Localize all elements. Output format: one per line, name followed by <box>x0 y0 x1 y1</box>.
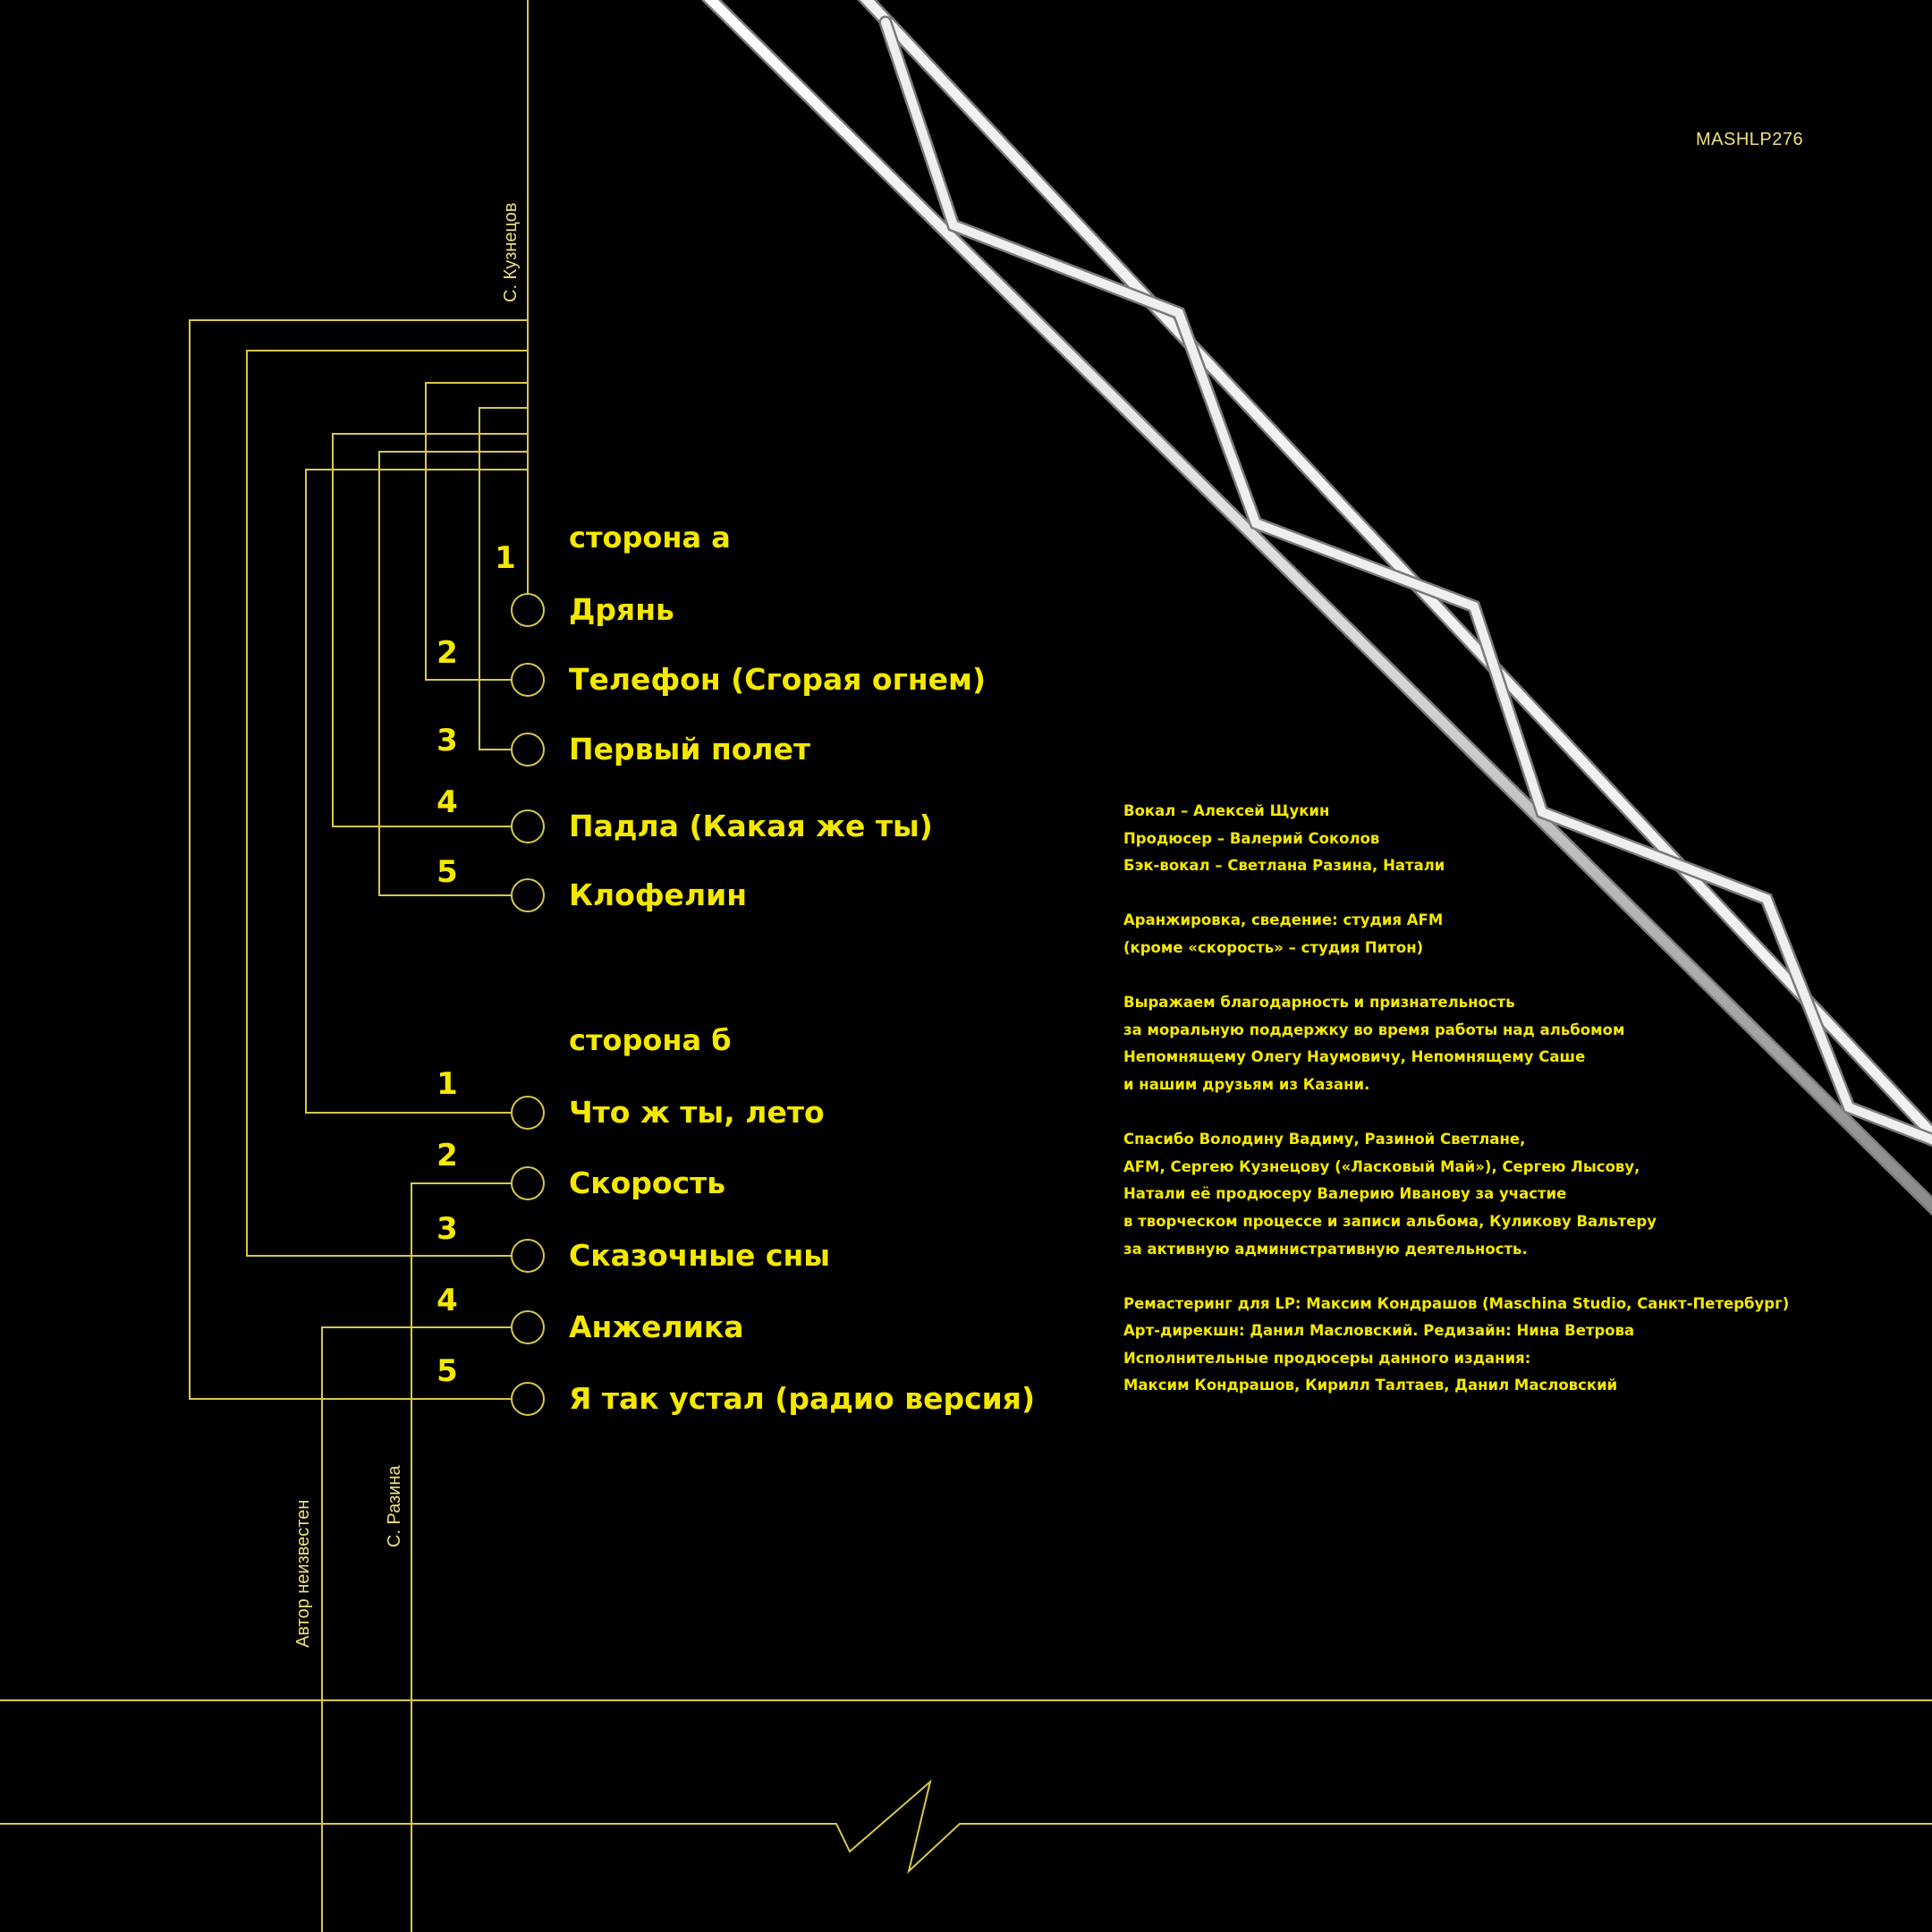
track-number-b2: 2 <box>436 1138 458 1174</box>
credit-line: Исполнительные продюсеры данного издания: <box>1123 1349 1531 1367</box>
track-title-a5: Клофелин <box>569 877 748 912</box>
track-number-a5: 5 <box>436 854 458 890</box>
credit-line: за моральную поддержку во время работы над альбомом <box>1123 1021 1625 1038</box>
track-title-a4: Падла (Какая же ты) <box>569 809 933 843</box>
track-circle-b2 <box>512 1167 544 1199</box>
track-number-a1: 1 <box>495 540 516 576</box>
credit-line: Непомнящему Олегу Наумовичу, Непомнящему Саше <box>1123 1048 1586 1066</box>
credit-line: AFM, Сергею Кузнецову («Ласковый Май»), Сергею Лысову, <box>1123 1157 1640 1175</box>
track-circle-b5 <box>512 1383 544 1415</box>
track-number-b3: 3 <box>436 1211 458 1247</box>
track-title-b1: Что ж ты, лето <box>569 1095 825 1130</box>
credit-line: Бэк-вокал – Светлана Разина, Натали <box>1123 857 1445 875</box>
track-circle-a5 <box>512 879 544 911</box>
track-number-a3: 3 <box>436 723 458 758</box>
track-number-b1: 1 <box>436 1066 458 1102</box>
side-a-title: сторона а <box>569 521 731 555</box>
credit-line: Вокал – Алексей Щукин <box>1123 802 1330 819</box>
credit-line: за активную административную деятельность. <box>1123 1240 1528 1258</box>
track-title-b4: Анжелика <box>569 1309 744 1344</box>
author-razina: С. Разина <box>385 1465 404 1547</box>
track-title-b2: Скорость <box>569 1165 726 1200</box>
credit-line: в творческом процессе и записи альбома, Куликову Вальтеру <box>1123 1212 1657 1230</box>
credit-line: Аранжировка, сведение: студия AFM <box>1123 911 1444 929</box>
credit-line: Натали её продюсеру Валерию Иванову за участие <box>1123 1185 1567 1203</box>
track-circles <box>512 594 544 1415</box>
track-circle-a2 <box>512 664 544 696</box>
track-title-b5: Я так устал (радио версия) <box>569 1381 1036 1416</box>
credit-line: Выражаем благодарность и признательность <box>1123 994 1515 1012</box>
track-circle-b4 <box>512 1311 544 1343</box>
track-title-a2: Телефон (Сгорая огнем) <box>569 662 987 697</box>
track-number-a4: 4 <box>436 784 458 820</box>
track-circle-a1 <box>512 594 544 626</box>
credits-block <box>1123 798 1857 1400</box>
track-circle-b1 <box>512 1097 544 1129</box>
track-title-a1: Дрянь <box>569 592 674 627</box>
track-title-b3: Сказочные сны <box>569 1238 831 1273</box>
track-number-a2: 2 <box>436 635 458 671</box>
credit-line: Ремастеринг для LP: Максим Кондрашов (Maschina Studio, Санкт-Петербург) <box>1123 1294 1790 1312</box>
author-unknown: Автор неизвестен <box>293 1499 313 1648</box>
track-circle-a3 <box>512 733 544 766</box>
credit-line: Продюсер – Валерий Соколов <box>1123 829 1380 847</box>
track-title-a3: Первый полет <box>569 732 811 767</box>
catalog-number: MASHLP276 <box>1696 130 1804 149</box>
side-b-title: сторона б <box>569 1023 732 1057</box>
track-circle-a4 <box>512 810 544 843</box>
track-number-b4: 4 <box>436 1283 458 1318</box>
track-circle-b3 <box>512 1240 544 1272</box>
author-kuznetsov: С. Кузнецов <box>501 202 521 302</box>
credit-line: (кроме «скорость» – студия Питон) <box>1123 938 1424 956</box>
credit-line: Арт-дирекшн: Данил Масловский. Редизайн: Нина Ветрова <box>1123 1322 1635 1340</box>
credit-line: Максим Кондрашов, Кирилл Талтаев, Данил Масловский <box>1123 1377 1618 1394</box>
credit-line: Спасибо Володину Вадиму, Разиной Светлане, <box>1123 1131 1526 1148</box>
track-number-b5: 5 <box>436 1353 458 1389</box>
credit-line: и нашим друзьям из Казани. <box>1123 1075 1370 1093</box>
